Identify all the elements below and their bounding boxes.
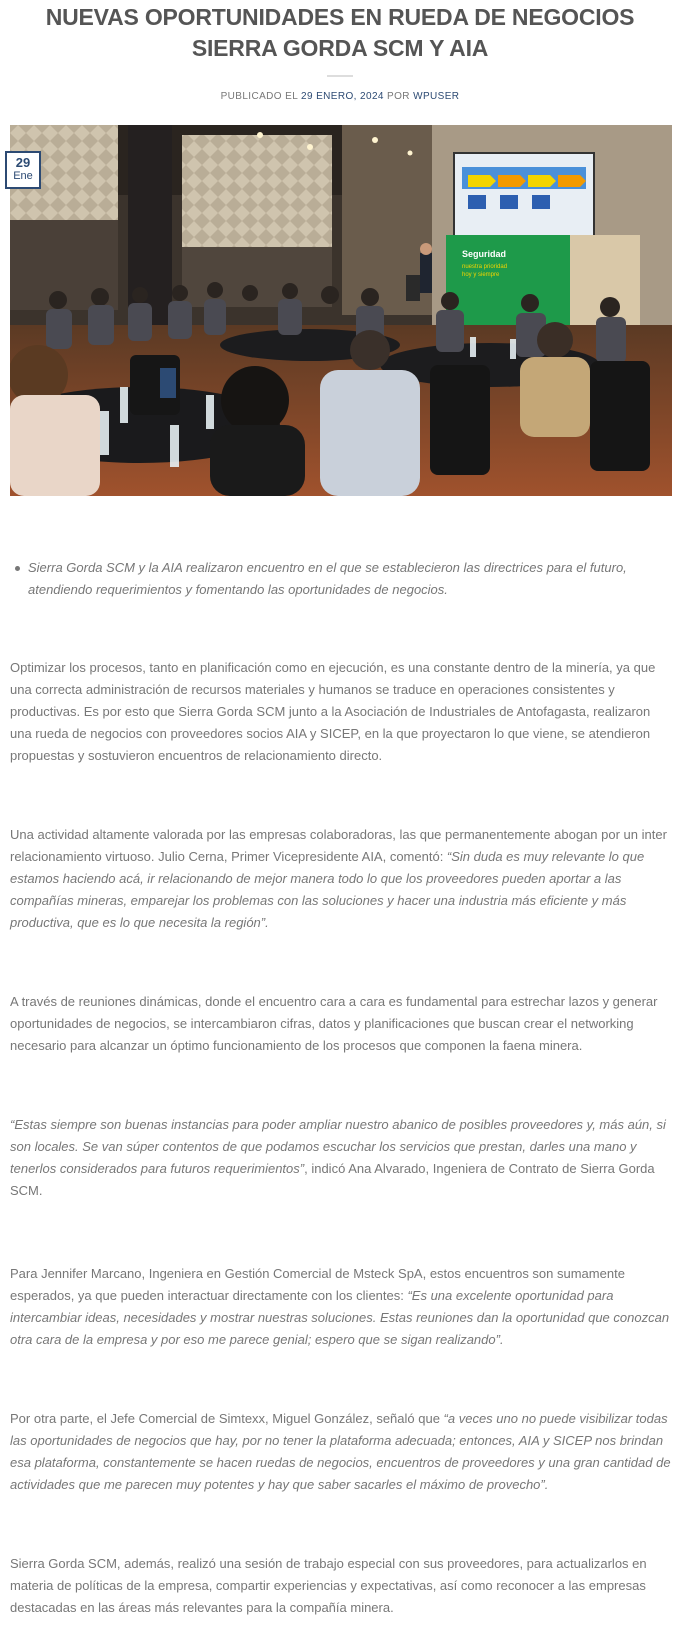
paragraph-6-quote: “a veces uno no puede visibilizar todas las oportunidades de negocios que hay, por no tener la plataforma adecuada; entonces, AIA y SICEP nos brindan esa plataforma, constantemente se hacen ruedas de negocios, encuentros de proveedores y una gran cantidad de actividades que me parecen muy potentes y hay que saber sacarles el máximo de provecho”.: [10, 1411, 671, 1492]
banner-line-3: hoy y siempre: [462, 272, 500, 278]
paragraph-5: [10, 1263, 672, 1351]
date-badge: [5, 151, 41, 189]
featured-image: [10, 125, 672, 496]
paragraph-6: [10, 1408, 672, 1496]
post-meta: [0, 91, 680, 102]
summary-bullet: Sierra Gorda SCM y la AIA realizaron encuentro en el que se establecieron las directrices para el futuro, atendiendo requerimientos y fomentando las oportunidades de negocios.: [28, 557, 668, 601]
paragraph-7: Sierra Gorda SCM, además, realizó una sesión de trabajo especial con sus proveedores, para actualizarlos en materia de políticas de la empresa, compartir experiencias y expectativas, así como reconocer a las empresas destacadas en las áreas más relevantes para la compañía minera.: [10, 1556, 647, 1615]
paragraph-2-quote: “Sin duda es muy relevante lo que estamos haciendo acá, ir relacionando de mejor manera todo lo que los proveedores pueden aportar a las compañías mineras, emparejar los problemas con las soluciones y hacer una industria más eficiente y más productiva, que es lo que necesita la región”.: [10, 849, 645, 930]
event-photo: [10, 125, 672, 496]
paragraph-4-quote: “Estas siempre son buenas instancias para poder ampliar nuestro abanico de posibles proveedores y, más aún, si son locales. Se van súper contentos de que podamos escuchar los servicios que prestan, darles una mano y tenerlos considerados para futuros requerimientos”: [10, 1117, 666, 1176]
date-badge-month: Ene: [13, 170, 33, 182]
paragraph-6-text: Por otra parte, el Jefe Comercial de Simtexx, Miguel González, señaló que: [10, 1411, 444, 1426]
meta-by: POR: [383, 91, 414, 102]
author-link[interactable]: WPUSER: [413, 91, 460, 102]
date-badge-day: 29: [15, 155, 31, 170]
paragraph-2: [10, 824, 672, 934]
paragraph-4: [10, 1114, 672, 1202]
paragraph-1: Optimizar los procesos, tanto en planificación como en ejecución, es una constante dentro de la minería, ya que una correcta administración de recursos materiales y humanos se traduce en operaciones consistentes y productivas. Es por esto que Sierra Gorda SCM junto a la Asociación de Industriales de Antofagasta, realizaron una rueda de negocios con proveedores socios AIA y SICEP, en la que proyectaron lo que viene, se atendieron propuestas y sostuvieron encuentros de relacionamiento directo.: [10, 660, 656, 763]
meta-prefix: PUBLICADO EL: [220, 91, 301, 102]
paragraph-5-quote: “Es una excelente oportunidad para intercambiar ideas, necesidades y mostrar nuestras soluciones. Estas reuniones dan la oportunidad que conozcan otra cara de la empresa y por eso me parece genial; espero que se sigan realizando”.: [10, 1288, 670, 1347]
title-divider: [327, 75, 353, 77]
paragraph-2-text: Una actividad altamente valorada por las empresas colaboradoras, las que permanentemente abogan por un inter relacionamiento virtuoso. Julio Cerna, Primer Vicepresidente AIA, comentó:: [10, 827, 667, 864]
page-title: NUEVAS OPORTUNIDADES EN RUEDA DE NEGOCIOS SIERRA GORDA SCM Y AIA: [45, 4, 635, 61]
banner-line-2: nuestra prioridad: [462, 264, 508, 270]
paragraph-5-text: Para Jennifer Marcano, Ingeniera en Gestión Comercial de Msteck SpA, estos encuentros son sumamente esperados, ya que pueden interactuar directamente con los clientes:: [10, 1266, 625, 1303]
paragraph-4-text: , indicó Ana Alvarado, Ingeniera de Contrato de Sierra Gorda SCM.: [10, 1161, 655, 1198]
banner-line-1: Seguridad: [462, 249, 507, 259]
paragraph-3: A través de reuniones dinámicas, donde el encuentro cara a cara es fundamental para estrechar lazos y generar oportunidades de negocios, se intercambiaron cifras, datos y planificaciones que buscan crear el networking necesario para alcanzar un óptimo funcionamiento de los procesos que componen la faena minera.: [10, 994, 658, 1053]
post-date-link[interactable]: 29 ENERO, 2024: [301, 91, 384, 102]
